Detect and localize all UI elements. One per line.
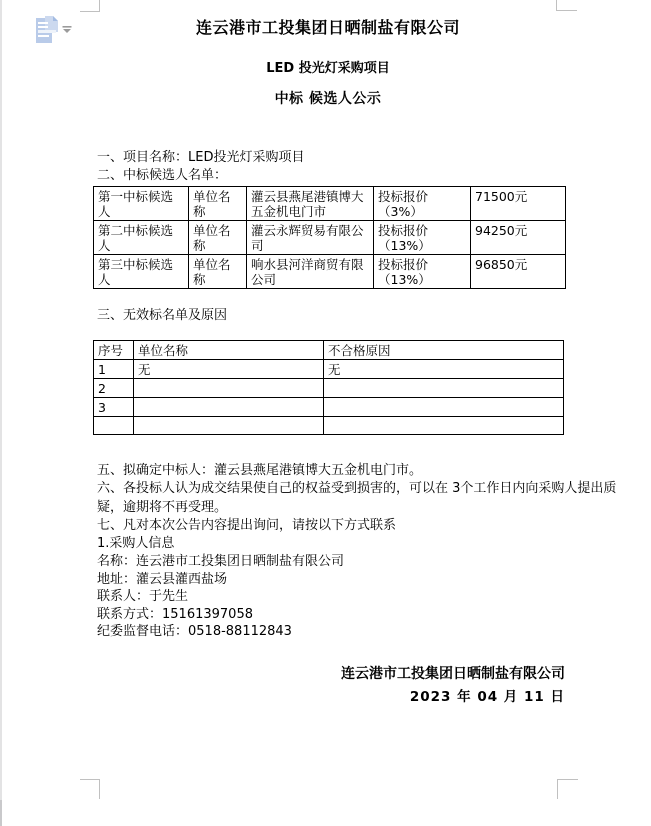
cell-reason bbox=[324, 379, 564, 398]
invalid-row-3 bbox=[94, 398, 564, 417]
footer-date: 2023 年 04 月 11 日 bbox=[409, 689, 565, 705]
footer-company-signature: 连云港市工投集团日晒制盐有限公司 bbox=[341, 666, 565, 682]
price-label: 投标报价（13%） bbox=[374, 255, 471, 289]
document-title: 连云港市工投集团日晒制盐有限公司 bbox=[195, 18, 460, 37]
cell-unit bbox=[134, 417, 324, 435]
section-6-objection-line2: 疑，逾期将不再受理。 bbox=[97, 500, 228, 515]
candidate-rank: 第二中标候选人 bbox=[94, 221, 189, 255]
price-value: 94250元 bbox=[471, 221, 566, 255]
invalid-bids-table bbox=[93, 340, 564, 435]
invalid-row-1 bbox=[94, 360, 564, 379]
col-header-unit: 单位名称 bbox=[134, 341, 324, 360]
cell-unit bbox=[134, 379, 324, 398]
candidate-rank: 第三中标候选人 bbox=[94, 255, 189, 289]
candidate-company: 灌云县燕尾港镇博大五金机电门市 bbox=[247, 187, 374, 221]
text-boundary-mark-bottom-right bbox=[557, 779, 578, 799]
dropdown-arrow-icon[interactable] bbox=[62, 26, 72, 34]
paste-options-button[interactable] bbox=[35, 15, 75, 45]
price-value: 96850元 bbox=[471, 255, 566, 289]
page-edge-line bbox=[0, 0, 2, 826]
unit-name-label: 单位名称 bbox=[189, 187, 247, 221]
notice-subtitle: 中标 候选人公示 bbox=[274, 91, 382, 107]
section-7-contact-heading: 七、凡对本次公告内容提出询问，请按以下方式联系 bbox=[97, 518, 397, 533]
purchaser-contact-person: 联系人：于先生 bbox=[97, 589, 189, 604]
invalid-table-header-row bbox=[94, 341, 564, 360]
text-boundary-mark-bottom-left bbox=[80, 779, 100, 799]
unit-name-label: 单位名称 bbox=[189, 255, 247, 289]
candidate-row-1 bbox=[94, 187, 566, 221]
cell-index: 1 bbox=[94, 360, 134, 379]
text-boundary-mark-top-right bbox=[556, 0, 577, 11]
invalid-row-4 bbox=[94, 417, 564, 435]
text-boundary-mark-top-left bbox=[80, 0, 100, 12]
candidate-row-3 bbox=[94, 255, 566, 289]
section-3-invalid-heading: 三、无效标名单及原因 bbox=[97, 308, 228, 323]
candidate-rank: 第一中标候选人 bbox=[94, 187, 189, 221]
candidate-company: 灌云永辉贸易有限公司 bbox=[247, 221, 374, 255]
cell-unit: 无 bbox=[134, 360, 324, 379]
candidate-row-2 bbox=[94, 221, 566, 255]
section-2-candidates-heading: 二、中标候选人名单： bbox=[97, 168, 228, 183]
col-header-reason: 不合格原因 bbox=[324, 341, 564, 360]
unit-name-label: 单位名称 bbox=[189, 221, 247, 255]
candidate-company: 响水县河洋商贸有限公司 bbox=[247, 255, 374, 289]
price-label: 投标报价（13%） bbox=[374, 221, 471, 255]
cell-index: 3 bbox=[94, 398, 134, 417]
price-value: 71500元 bbox=[471, 187, 566, 221]
purchaser-address: 地址：灌云县灌西盐场 bbox=[97, 572, 228, 587]
purchaser-phone: 联系方式：15161397058 bbox=[97, 607, 253, 622]
candidates-table bbox=[93, 186, 566, 289]
supervision-phone: 纪委监督电话：0518-88112843 bbox=[97, 624, 292, 639]
cell-unit bbox=[134, 398, 324, 417]
purchaser-name: 名称：连云港市工投集团日晒制盐有限公司 bbox=[97, 554, 345, 569]
cell-reason: 无 bbox=[324, 360, 564, 379]
price-label: 投标报价（3%） bbox=[374, 187, 471, 221]
page-edge-line-bottom bbox=[0, 800, 2, 826]
col-header-index: 序号 bbox=[94, 341, 134, 360]
paste-options-icon[interactable] bbox=[36, 16, 59, 44]
purchaser-info-heading: 1.采购人信息 bbox=[97, 536, 175, 551]
invalid-row-2 bbox=[94, 379, 564, 398]
cell-reason bbox=[324, 398, 564, 417]
cell-index bbox=[94, 417, 134, 435]
cell-reason bbox=[324, 417, 564, 435]
section-6-objection-line1: 六、各投标人认为成交结果使自己的权益受到损害的，可以在 3个工作日内向采购人提出质 bbox=[97, 481, 617, 496]
section-1-project-name: 一、项目名称：LED投光灯采购项目 bbox=[97, 150, 305, 165]
cell-index: 2 bbox=[94, 379, 134, 398]
section-5-winner: 五、拟确定中标人：灌云县燕尾港镇博大五金机电门市。 bbox=[97, 463, 423, 478]
project-subtitle: LED 投光灯采购项目 bbox=[266, 61, 390, 76]
